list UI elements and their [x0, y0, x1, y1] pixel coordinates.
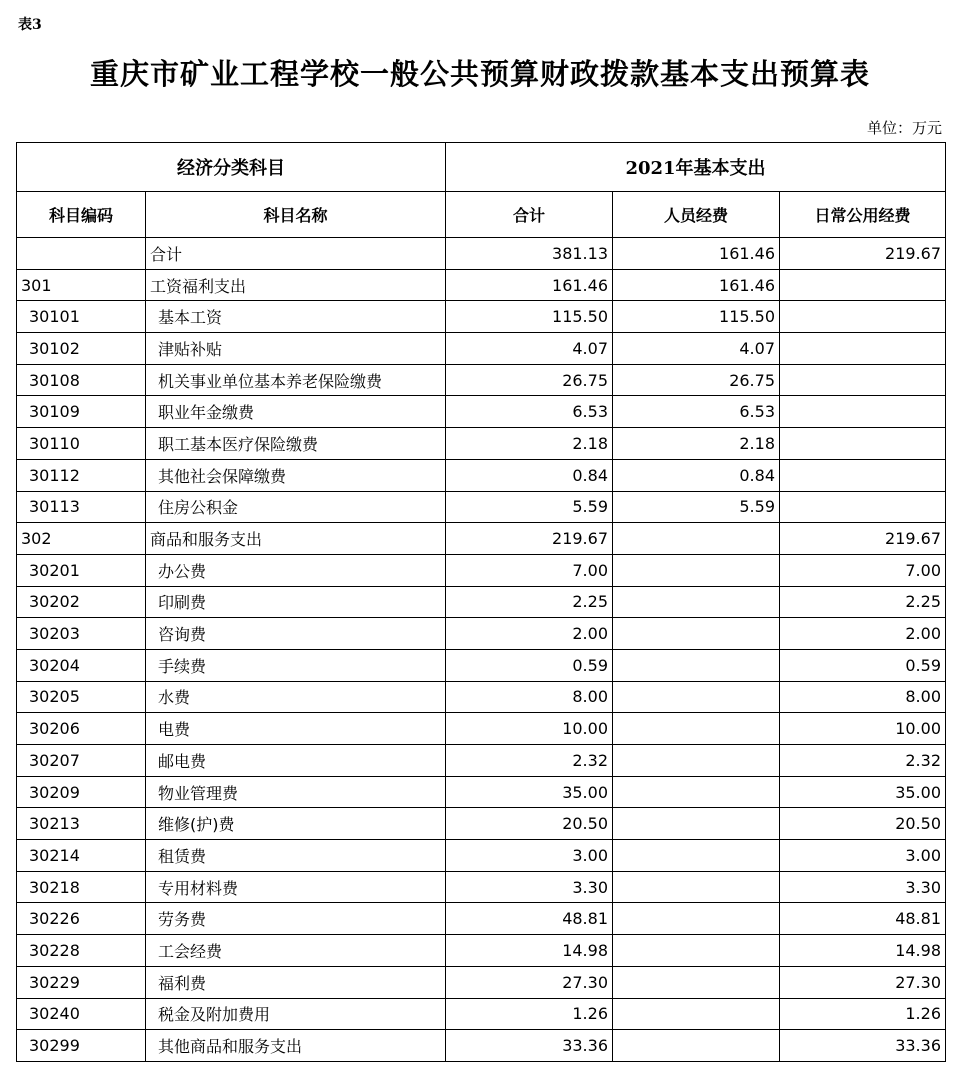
row-total: 2.00 — [446, 618, 613, 650]
row-personnel-expenses: 161.46 — [613, 238, 780, 270]
row-total: 3.30 — [446, 871, 613, 903]
row-public-expenses: 3.00 — [780, 840, 946, 872]
table-row — [17, 776, 946, 808]
row-public-expenses: 10.00 — [780, 713, 946, 745]
row-public-expenses: 7.00 — [780, 554, 946, 586]
row-subject-name: 专用材料费 — [146, 871, 446, 903]
row-subject-name: 商品和服务支出 — [146, 523, 446, 555]
row-subject-name: 其他商品和服务支出 — [146, 1030, 446, 1062]
row-public-expenses: 3.30 — [780, 871, 946, 903]
row-public-expenses: 2.25 — [780, 586, 946, 618]
row-subject-code: 30101 — [17, 301, 146, 333]
row-public-expenses: 219.67 — [780, 523, 946, 555]
row-total: 48.81 — [446, 903, 613, 935]
row-public-expenses: 14.98 — [780, 935, 946, 967]
row-subject-name: 租赁费 — [146, 840, 446, 872]
unit-label: 单位：万元 — [866, 119, 942, 137]
row-total: 219.67 — [446, 523, 613, 555]
row-subject-name: 水费 — [146, 681, 446, 713]
table-row — [17, 333, 946, 365]
row-total: 8.00 — [446, 681, 613, 713]
row-public-expenses — [780, 269, 946, 301]
row-total: 2.25 — [446, 586, 613, 618]
row-personnel-expenses — [613, 745, 780, 777]
row-subject-code: 30113 — [17, 491, 146, 523]
row-public-expenses — [780, 364, 946, 396]
table-row — [17, 998, 946, 1030]
row-public-expenses — [780, 333, 946, 365]
row-total: 27.30 — [446, 966, 613, 998]
row-total: 2.18 — [446, 428, 613, 460]
row-subject-name: 税金及附加费用 — [146, 998, 446, 1030]
row-total: 115.50 — [446, 301, 613, 333]
row-personnel-expenses: 6.53 — [613, 396, 780, 428]
row-personnel-expenses — [613, 903, 780, 935]
row-subject-name: 维修(护)费 — [146, 808, 446, 840]
row-subject-code: 30207 — [17, 745, 146, 777]
row-personnel-expenses — [613, 554, 780, 586]
row-personnel-expenses — [613, 681, 780, 713]
row-personnel-expenses — [613, 840, 780, 872]
row-subject-name: 其他社会保障缴费 — [146, 459, 446, 491]
row-personnel-expenses: 0.84 — [613, 459, 780, 491]
row-total: 3.00 — [446, 840, 613, 872]
table-row — [17, 269, 946, 301]
row-personnel-expenses — [613, 1030, 780, 1062]
row-subject-code: 30226 — [17, 903, 146, 935]
header-economic-classification: 经济分类科目 — [17, 143, 446, 192]
row-subject-code: 30102 — [17, 333, 146, 365]
row-subject-code — [17, 238, 146, 270]
header-row-group — [17, 143, 946, 192]
row-subject-code: 30209 — [17, 776, 146, 808]
row-subject-code: 30218 — [17, 871, 146, 903]
row-subject-name: 印刷费 — [146, 586, 446, 618]
row-total: 4.07 — [446, 333, 613, 365]
row-subject-code: 30108 — [17, 364, 146, 396]
row-total: 381.13 — [446, 238, 613, 270]
row-personnel-expenses — [613, 808, 780, 840]
table-row — [17, 491, 946, 523]
row-personnel-expenses — [613, 523, 780, 555]
row-total: 0.84 — [446, 459, 613, 491]
row-subject-name: 办公费 — [146, 554, 446, 586]
table-row — [17, 713, 946, 745]
row-personnel-expenses: 161.46 — [613, 269, 780, 301]
table-row — [17, 428, 946, 460]
row-public-expenses: 20.50 — [780, 808, 946, 840]
budget-table — [16, 142, 946, 1062]
header-subject-name: 科目名称 — [146, 192, 446, 238]
row-total: 33.36 — [446, 1030, 613, 1062]
row-public-expenses — [780, 491, 946, 523]
row-subject-name: 电费 — [146, 713, 446, 745]
row-subject-code: 301 — [17, 269, 146, 301]
row-subject-code: 30203 — [17, 618, 146, 650]
row-subject-name: 职业年金缴费 — [146, 396, 446, 428]
table-row — [17, 681, 946, 713]
row-subject-code: 30205 — [17, 681, 146, 713]
row-subject-name: 福利费 — [146, 966, 446, 998]
row-total: 5.59 — [446, 491, 613, 523]
row-subject-code: 30299 — [17, 1030, 146, 1062]
row-public-expenses: 33.36 — [780, 1030, 946, 1062]
row-subject-code: 30201 — [17, 554, 146, 586]
row-personnel-expenses — [613, 776, 780, 808]
row-subject-name: 咨询费 — [146, 618, 446, 650]
row-personnel-expenses — [613, 998, 780, 1030]
row-subject-name: 物业管理费 — [146, 776, 446, 808]
row-subject-name: 住房公积金 — [146, 491, 446, 523]
page-title: 重庆市矿业工程学校一般公共预算财政拨款基本支出预算表 — [89, 57, 870, 91]
table-row — [17, 396, 946, 428]
row-total: 7.00 — [446, 554, 613, 586]
row-subject-name: 合计 — [146, 238, 446, 270]
header-basic-expenditure-2021: 2021年基本支出 — [446, 143, 946, 192]
row-personnel-expenses — [613, 618, 780, 650]
row-total: 14.98 — [446, 935, 613, 967]
row-public-expenses: 8.00 — [780, 681, 946, 713]
row-personnel-expenses: 115.50 — [613, 301, 780, 333]
row-subject-name: 邮电费 — [146, 745, 446, 777]
table-row — [17, 871, 946, 903]
table-row — [17, 238, 946, 270]
table-row — [17, 745, 946, 777]
row-public-expenses: 27.30 — [780, 966, 946, 998]
row-subject-name: 津贴补贴 — [146, 333, 446, 365]
row-personnel-expenses — [613, 871, 780, 903]
row-total: 20.50 — [446, 808, 613, 840]
row-total: 10.00 — [446, 713, 613, 745]
row-subject-code: 30204 — [17, 649, 146, 681]
row-public-expenses: 1.26 — [780, 998, 946, 1030]
header-row-columns — [17, 192, 946, 238]
row-public-expenses — [780, 428, 946, 460]
header-total: 合计 — [446, 192, 613, 238]
row-total: 35.00 — [446, 776, 613, 808]
row-public-expenses — [780, 301, 946, 333]
table-row — [17, 459, 946, 491]
row-public-expenses: 48.81 — [780, 903, 946, 935]
row-subject-code: 30206 — [17, 713, 146, 745]
table-header — [17, 143, 946, 238]
row-subject-code: 30214 — [17, 840, 146, 872]
table-row — [17, 903, 946, 935]
row-total: 0.59 — [446, 649, 613, 681]
row-personnel-expenses — [613, 713, 780, 745]
row-subject-name: 劳务费 — [146, 903, 446, 935]
row-subject-code: 30213 — [17, 808, 146, 840]
row-public-expenses — [780, 459, 946, 491]
row-total: 6.53 — [446, 396, 613, 428]
row-total: 1.26 — [446, 998, 613, 1030]
row-total: 161.46 — [446, 269, 613, 301]
row-subject-code: 302 — [17, 523, 146, 555]
row-personnel-expenses — [613, 966, 780, 998]
row-personnel-expenses — [613, 586, 780, 618]
row-personnel-expenses — [613, 935, 780, 967]
row-subject-code: 30202 — [17, 586, 146, 618]
row-subject-code: 30112 — [17, 459, 146, 491]
row-personnel-expenses: 2.18 — [613, 428, 780, 460]
table-body — [17, 238, 946, 1062]
row-public-expenses: 2.32 — [780, 745, 946, 777]
row-subject-name: 职工基本医疗保险缴费 — [146, 428, 446, 460]
table-row — [17, 649, 946, 681]
table-row — [17, 301, 946, 333]
table-row — [17, 618, 946, 650]
table-row — [17, 1030, 946, 1062]
row-personnel-expenses: 26.75 — [613, 364, 780, 396]
row-subject-code: 30110 — [17, 428, 146, 460]
row-subject-name: 机关事业单位基本养老保险缴费 — [146, 364, 446, 396]
row-subject-code: 30229 — [17, 966, 146, 998]
row-subject-name: 工资福利支出 — [146, 269, 446, 301]
table-row — [17, 966, 946, 998]
row-personnel-expenses: 4.07 — [613, 333, 780, 365]
table-row — [17, 935, 946, 967]
row-personnel-expenses — [613, 649, 780, 681]
row-total: 26.75 — [446, 364, 613, 396]
table-number-label: 表3 — [18, 17, 42, 33]
row-total: 2.32 — [446, 745, 613, 777]
row-subject-code: 30109 — [17, 396, 146, 428]
table-row — [17, 554, 946, 586]
header-personnel-expenses: 人员经费 — [613, 192, 780, 238]
table-row — [17, 586, 946, 618]
row-public-expenses: 0.59 — [780, 649, 946, 681]
table-row — [17, 523, 946, 555]
row-subject-name: 工会经费 — [146, 935, 446, 967]
row-public-expenses: 219.67 — [780, 238, 946, 270]
table-row — [17, 808, 946, 840]
table-row — [17, 840, 946, 872]
row-personnel-expenses: 5.59 — [613, 491, 780, 523]
row-subject-name: 基本工资 — [146, 301, 446, 333]
row-public-expenses: 35.00 — [780, 776, 946, 808]
row-public-expenses — [780, 396, 946, 428]
row-subject-name: 手续费 — [146, 649, 446, 681]
row-subject-code: 30240 — [17, 998, 146, 1030]
table-row — [17, 364, 946, 396]
header-public-expenses: 日常公用经费 — [780, 192, 946, 238]
header-subject-code: 科目编码 — [17, 192, 146, 238]
row-subject-code: 30228 — [17, 935, 146, 967]
row-public-expenses: 2.00 — [780, 618, 946, 650]
